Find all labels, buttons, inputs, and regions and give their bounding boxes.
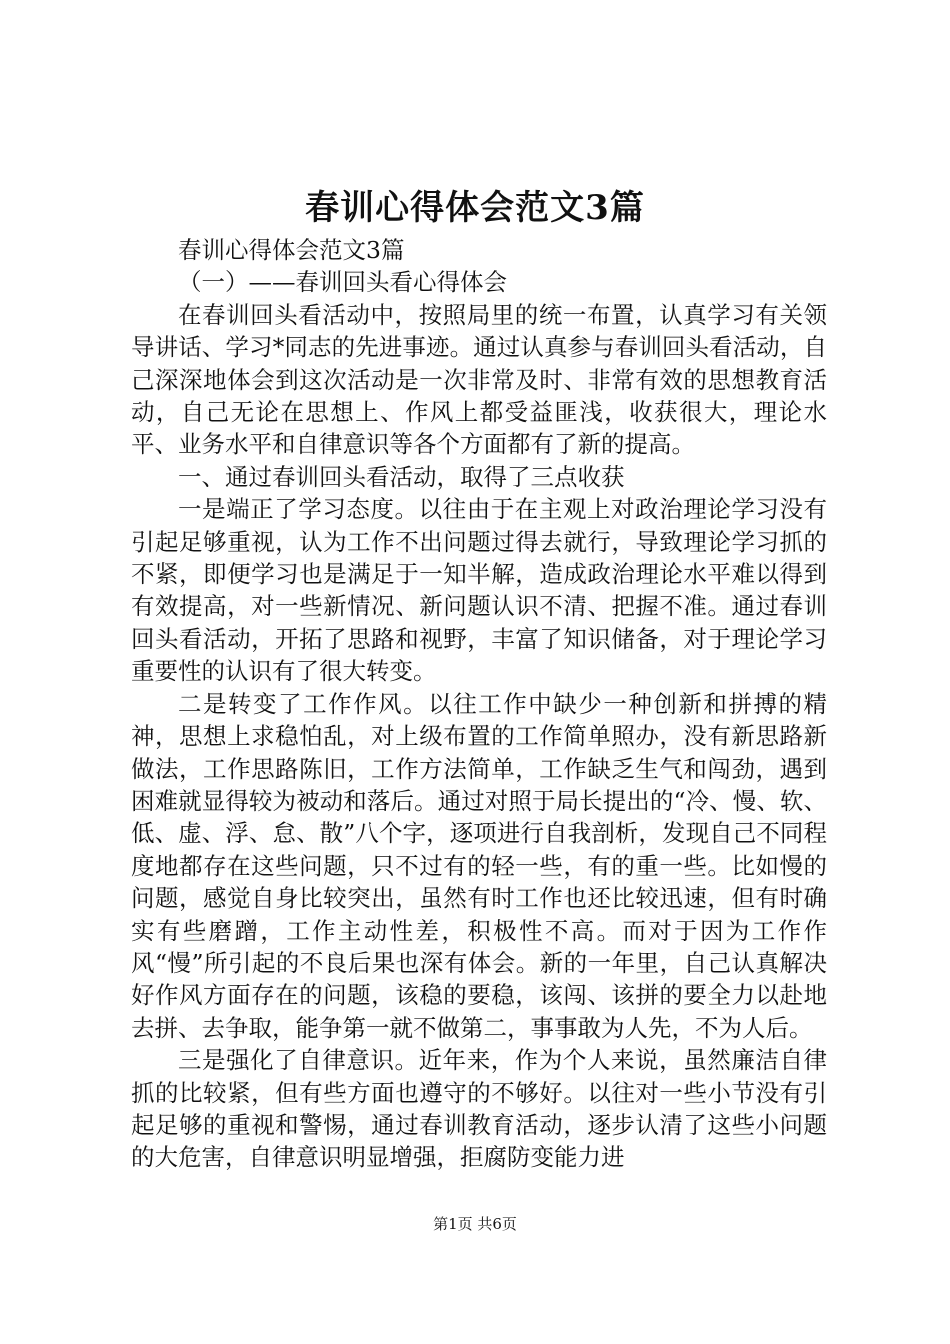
- body-paragraph: 二是转变了工作作风。以往工作中缺少一种创新和拼搏的精神，思想上求稳怕乱，对上级布置的工作简单照办，没有新思路新做法，工作思路陈旧，工作方法简单，工作缺乏生气和闯劲，遇到困难就显得较为被动和落后。通过对照于局长提出的“冷、慢、软、低、虚、浮、怠、散”八个字，逐项进行自我剖析，发现自己不同程度地都存在这些问题，只不过有的轻一些，有的重一些。比如慢的问题，感觉自身比较突出，虽然有时工作也还比较迅速，但有时确实有些磨蹭，工作主动性差，积极性不高。而对于因为工作作风“慢”所引起的不良后果也深有体会。新的一年里，自己认真解决好作风方面存在的问题，该稳的要稳，该闯、该拼的要全力以赴地去拼、去争取，能争第一就不做第二，事事敢为人先，不为人后。: [131, 689, 827, 1042]
- body-paragraph: 一是端正了学习态度。以往由于在主观上对政治理论学习没有引起足够重视，认为工作不出问题过得去就行，导致理论学习抓的不紧，即便学习也是满足于一知半解，造成政治理论水平难以得到有效提高，对一些新情况、新问题认识不清、把握不准。通过春训回头看活动，开拓了思路和视野，丰富了知识储备，对于理论学习重要性的认识有了很大转变。: [131, 495, 827, 686]
- body-paragraph: 三是强化了自律意识。近年来，作为个人来说，虽然廉洁自律抓的比较紧，但有些方面也遵守的不够好。以往对一些小节没有引起足够的重视和警惕，通过春训教育活动，逐步认清了这些小问题的大危害，自律意识明显增强，拒腐防变能力进: [131, 1046, 827, 1172]
- page-number: 第1页 共6页: [433, 1215, 517, 1233]
- page-footer: [0, 1214, 950, 1234]
- section-heading: 一、通过春训回头看活动，取得了三点收获: [178, 462, 625, 491]
- document-title: 春训心得体会范文3篇: [305, 188, 645, 228]
- body-paragraph: 在春训回头看活动中，按照局里的统一布置，认真学习有关领导讲话、学习*同志的先进事迹。通过认真参与春训回头看活动，自己深深地体会到这次活动是一次非常及时、非常有效的思想教育活动，自己无论在思想上、作风上都受益匪浅，收获很大，理论水平、业务水平和自律意识等各个方面都有了新的提高。: [131, 300, 827, 459]
- section-heading: （一）——春训回头看心得体会: [178, 268, 507, 297]
- document-body: [131, 234, 827, 1174]
- subtitle-paragraph: 春训心得体会范文3篇: [178, 236, 405, 264]
